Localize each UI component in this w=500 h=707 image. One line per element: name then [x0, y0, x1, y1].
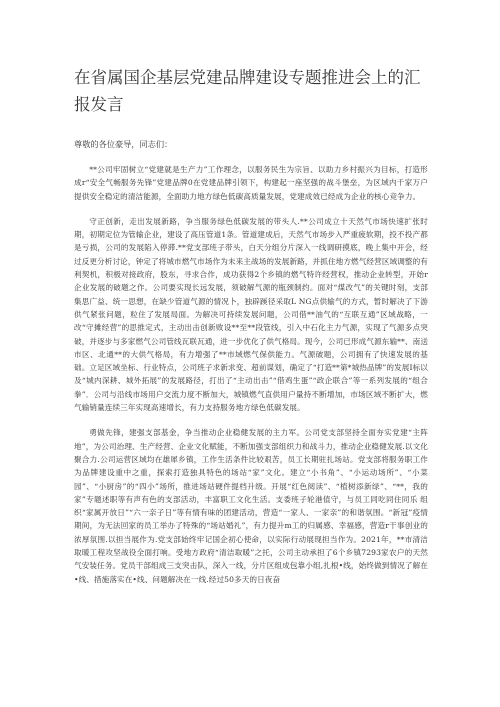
paragraph: **公司牢固树立“党建就是生产力”工作理念，以服务民生为宗旨、以助力乡村振兴为目标，打造形成r“安全气畅服务先锋”党建品牌0在党建品牌引领下，构建起一座坚强的战斗堡垒，为区域内千家万户提供安全稳定的清洁能源，全面助力地方绿色低碳高质量发展，党建成效已经成为企业的核心竞争力。: [74, 165, 428, 201]
paragraph: 守正创新，走出发展新路，争当服务绿色低碳发展的带头人.**公司成立十天然气市场快速扩张时期，初期定位为管输企业，建设了高压管道1条。管道建成后，天然气市场步入严重疲软期，投不投产都是亏损，公司的发展陷入停滞.**党支部班子带头，白天分组分片深入一线调研摸底，晚上集中开会，经过反更分析讨论，钟定了将城市燃气市场作为未来主战场的发展新路，并抓住地方燃气经营区域调整的有利契机，积极对接政府，股东，寻求合作，成功获得2个乡镇的燃气特许经营权，推动企业转型，开始r企业发展的破题之作。公司要实现长远发展，须破解气源的瓶颈制约。面对“煤改气”的关键时刻，支部集思广益、统一思想，在缺少管道气源的情况卜，独辟蹊径采取L NG点供输气的方式，暂时解决了下游供气紧张问题，粒住了发展局面。为解决可持续发展问题，公司借**油气的“互联互通”区域战略，一改“守摊经营”的思推定式，主动出击创新败设**至**段管线，引入中石化主力气源，实现了气源多点突破，并逐步与多家燃气公司管线瓦联瓦通，进一步优化了供气格局。现今，公司已形成气源东输**、南送市区、北通**的大供气格局，有力增强了**市域燃气保供能力。气源破题，公司拥有了快速发展的基础。立足区域坐标、行业特点，公司班子求新求变、超前谋划，确定了“打造**第*城热品牌”的发展Ⅰ标以及“城内深耕、城外拓展”的发展路径，打出了“主动出击”“借鸡生蛋”“政企联合”等一系列发展的“组合拳”．公司与沿线市场用户交流力度不断加大，城镇燃气直供用户量持不断增加，市场区域不断扩大，燃气输销量连续三年实现高速增长，有力支持服务地方绿色低碳发展。: [74, 216, 429, 413]
paragraph: 勇做先锋，建强支部基金，争当推动企业稳健发展的主力军。公司党支部坚持全面夯实党建“主阵地”，为公司治理、生产经营、企业文化赋能，不断加强支部组织力和战斗力，推动企业稳健发展.以文化聚合力.公司运营区域均在雄犀乡镇，工作生活条件比较艰苦，员工长期驻扎场站。党支部将服务职工作为品牌建设重中之重，探索打造独具特色的场站“家”文化。建立“小书角”、“小运动场所”、“小菜园”、“小厨房”的“四小”场所，推进场站硬件提档升级。开展“红色阅读”、“植树添新绿”、“**，我的家”专题述职等有声有色的支部活动，丰富职工文化生活。支委班子轮港值守，与员工同吃同住同乐 组织“家属开放日”“六一亲子日”等有情有味的团建活动，营造“一家人、一家亲”的和谐氛围。“新冠”疫情期间，为无法回家的员工举办了特殊的“场站婚礼”，有力提升m工的归属感、幸福感，营造r干事创业的浓厚氛围.以担当展作为.党支部始终牢记国企初心使命，以实际行动展现担当作为。2021年，**市清洁取暖工程攻坚战役全面打响。受地方政府“清洁取暖”之托，公司主动承担了6个乡镇7293家农户的天然气安装任务。党员干部组成三支突击队，深入一线，分片区组成包靠小组,扎根•线，始终做到情况了解在•线、措施落实在•线、问题解决在一线.经过50多天的日夜奋: [74, 428, 428, 584]
document-title: 在省属国企基层党建品牌建设专题推进会上的汇报发言: [74, 68, 421, 114]
salutation: 尊敬的各位豪导，同志们：: [74, 139, 173, 149]
